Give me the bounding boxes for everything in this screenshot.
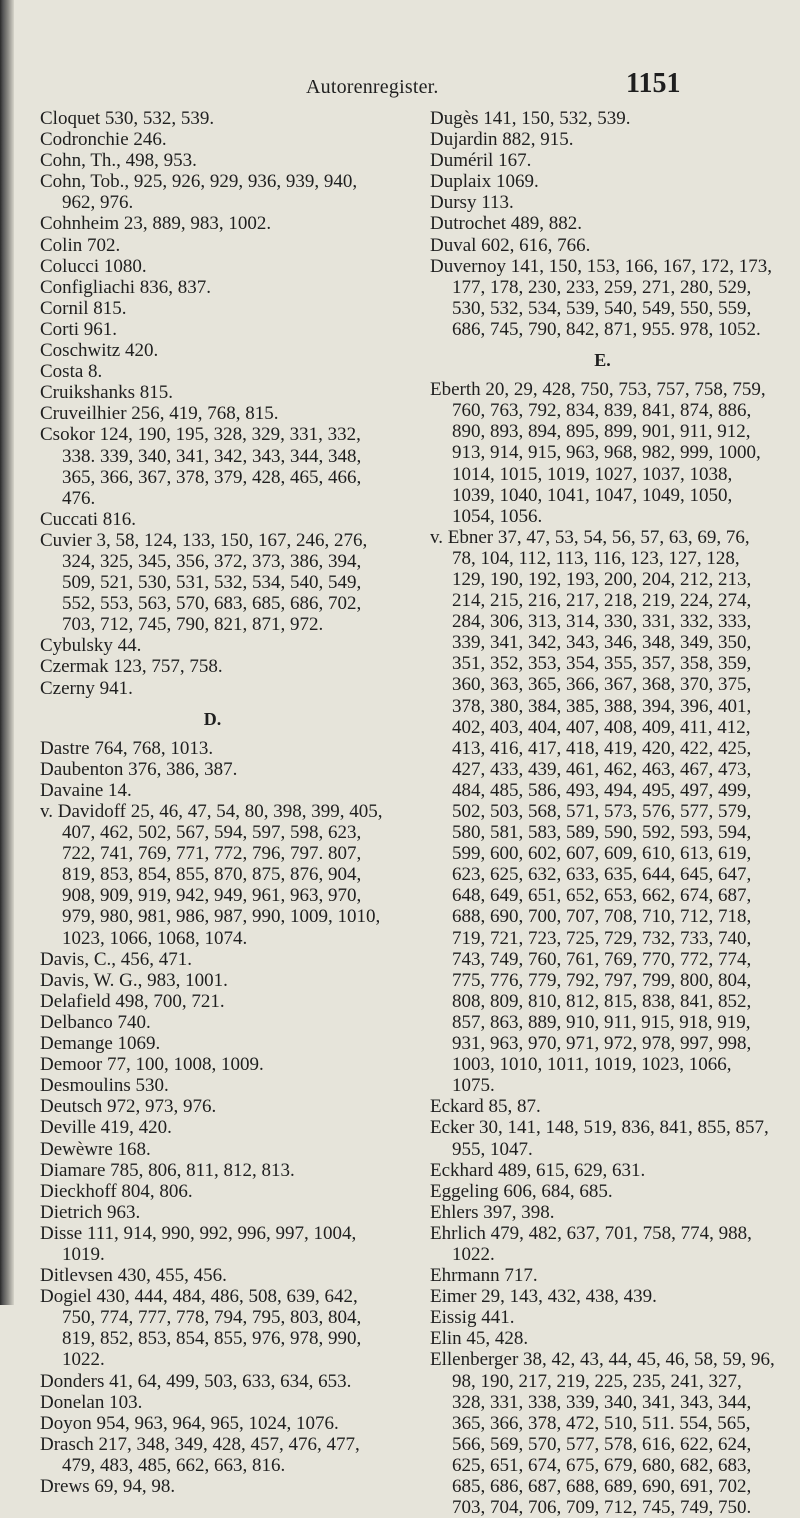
scan-binding-edge <box>0 0 14 1305</box>
index-entry: Ellenberger 38, 42, 43, 44, 45, 46, 58, 59, 96, 98, 190, 217, 219, 225, 235, 241, 327, 328, 331, 338, 339, 340, 341, 343, 344, 365, 366, 378, 472, 510, 511. 554, 565, 566, 569, 570, 577, 578, 616, 622, 624, 625, 651, 674, 675, 679, 680, 682, 683, 685, 686, 687, 688, 689, 690, 691, 702, 703, 704, 706, 709, 712, 745, 749, 750. <box>430 1349 775 1518</box>
index-entry: Cruikshanks 815. <box>40 382 173 404</box>
index-entry: Desmoulins 530. <box>40 1075 169 1097</box>
index-entry: Davaine 14. <box>40 779 132 801</box>
index-entry: Cloquet 530, 532, 539. <box>40 108 215 129</box>
index-entry: Czerny 941. <box>40 677 133 699</box>
index-entry: Deville 419, 420. <box>40 1117 172 1139</box>
index-entry: Ehrmann 717. <box>430 1265 538 1287</box>
index-entry: Ditlevsen 430, 455, 456. <box>40 1265 227 1287</box>
index-entry: v. Davidoff 25, 46, 47, 54, 80, 398, 399, 405, 407, 462, 502, 567, 594, 597, 598, 623, 722, 741, 769, 771, 772, 796, 797. 807, 819, 853, 854, 855, 870, 875, 876, 904, 908, 909, 919, 942, 949, 961, 963, 970, 979, 980, 981, 986, 987, 990, 1009, 1010, 1023, 1066, 1068, 1074. <box>40 801 383 949</box>
right-column <box>430 108 775 1518</box>
index-entry: Drews 69, 94, 98. <box>40 1476 176 1497</box>
index-entry: Eberth 20, 29, 428, 750, 753, 757, 758, 759, 760, 763, 792, 834, 839, 841, 874, 886, 890, 893, 894, 895, 899, 901, 911, 912, 913, 914, 915, 963, 968, 982, 999, 1000, 1014, 1015, 1019, 1027, 1037, 1038, 1039, 1040, 1041, 1047, 1049, 1050, 1054, 1056. <box>430 379 766 527</box>
index-entry: Dastre 764, 768, 1013. <box>40 737 214 759</box>
left-column <box>40 108 385 1497</box>
index-entry: Costa 8. <box>40 361 103 383</box>
index-entry: Colin 702. <box>40 234 121 256</box>
index-entry: Dietrich 963. <box>40 1201 141 1223</box>
index-entry: Configliachi 836, 837. <box>40 276 211 298</box>
index-entry: Deutsch 972, 973, 976. <box>40 1096 217 1118</box>
index-entry: Duval 602, 616, 766. <box>430 234 591 256</box>
index-entry: Demoor 77, 100, 1008, 1009. <box>40 1054 264 1076</box>
index-entry: Czermak 123, 757, 758. <box>40 656 223 678</box>
index-entry: Cruveilhier 256, 419, 768, 815. <box>40 403 279 425</box>
index-entry: Codronchie 246. <box>40 129 167 151</box>
index-entry: Dursy 113. <box>430 192 514 214</box>
index-entry: Daubenton 376, 386, 387. <box>40 758 238 780</box>
index-entry: Cohnheim 23, 889, 983, 1002. <box>40 213 272 235</box>
index-entry: Eimer 29, 143, 432, 438, 439. <box>430 1286 657 1308</box>
index-entry: Ehrlich 479, 482, 637, 701, 758, 774, 988, 1022. <box>430 1222 752 1265</box>
index-entry: Davis, W. G., 983, 1001. <box>40 969 228 991</box>
index-entry: Cornil 815. <box>40 297 127 319</box>
index-entry: Cohn, Tob., 925, 926, 929, 936, 939, 940, 962, 976. <box>40 171 358 214</box>
index-entry: Eckard 85, 87. <box>430 1096 541 1118</box>
index-entry: Eissig 441. <box>430 1307 515 1329</box>
index-entry: v. Ebner 37, 47, 53, 54, 56, 57, 63, 69, 76, 78, 104, 112, 113, 116, 123, 127, 128, 129, 190, 192, 193, 200, 204, 212, 213, 214, 215, 216, 217, 218, 219, 224, 274, 284, 306, 313, 314, 330, 331, 332, 333, 339, 341, 342, 343, 346, 348, 349, 350, 351, 352, 353, 354, 355, 357, 358, 359, 360, 363, 365, 366, 367, 368, 370, 375, 378, 380, 384, 385, 388, 394, 396, 401, 402, 403, 404, 407, 408, 409, 411, 412, 413, 416, 417, 418, 419, 420, 422, 425, 427, 433, 439, 461, 462, 463, 467, 473, 484, 485, 586, 493, 494, 495, 497, 499, 502, 503, 568, 571, 573, 576, 577, 579, 580, 581, 583, 589, 590, 592, 593, 594, 599, 600, 602, 607, 609, 610, 613, 619, 623, 625, 632, 633, 635, 644, 645, 647, 648, 649, 651, 652, 653, 662, 674, 687, 688, 690, 700, 707, 708, 710, 712, 718, 719, 721, 723, 725, 729, 732, 733, 740, 743, 749, 760, 761, 769, 770, 772, 774, 775, 776, 779, 792, 797, 799, 800, 804, 808, 809, 810, 812, 815, 838, 841, 852, 857, 863, 889, 910, 911, 915, 918, 919, 931, 963, 970, 971, 972, 978, 997, 998, 1003, 1010, 1011, 1019, 1023, 1066, 1075. <box>430 526 752 1097</box>
index-entry: Eckhard 489, 615, 629, 631. <box>430 1159 646 1181</box>
index-entry: Dogiel 430, 444, 484, 486, 508, 639, 642, 750, 774, 777, 778, 794, 795, 803, 804, 819, 852, 853, 854, 855, 976, 978, 990, 1022. <box>40 1286 362 1371</box>
section-letter-heading: E. <box>594 350 611 371</box>
index-entry: Duplaix 1069. <box>430 171 539 193</box>
index-entry: Colucci 1080. <box>40 255 147 277</box>
index-entry: Coschwitz 420. <box>40 340 159 362</box>
index-entry: Doyon 954, 963, 964, 965, 1024, 1076. <box>40 1412 339 1434</box>
running-header-title: Autorenregister. <box>306 76 439 98</box>
index-entry: Cuvier 3, 58, 124, 133, 150, 167, 246, 276, 324, 325, 345, 356, 372, 373, 386, 394, 509, 521, 530, 531, 532, 534, 540, 549, 552, 553, 563, 570, 683, 685, 686, 702, 703, 712, 745, 790, 821, 871, 972. <box>40 529 368 636</box>
index-entry: Delbanco 740. <box>40 1011 151 1033</box>
index-entry: Elin 45, 428. <box>430 1328 529 1350</box>
index-entry: Csokor 124, 190, 195, 328, 329, 331, 332, 338. 339, 340, 341, 342, 343, 344, 348, 365, 366, 367, 378, 379, 428, 465, 466, 476. <box>40 424 362 509</box>
index-entry: Donelan 103. <box>40 1391 143 1413</box>
index-entry: Duméril 167. <box>430 150 532 172</box>
index-entry: Cuccati 816. <box>40 508 137 530</box>
index-entry: Delafield 498, 700, 721. <box>40 990 225 1012</box>
index-entry: Duvernoy 141, 150, 153, 166, 167, 172, 173, 177, 178, 230, 233, 259, 271, 280, 529, 530, 532, 534, 539, 540, 549, 550, 559, 686, 745, 790, 842, 871, 955. 978, 1052. <box>430 255 772 340</box>
index-entry: Dieckhoff 804, 806. <box>40 1180 193 1202</box>
section-letter-heading: D. <box>203 708 222 729</box>
index-entry: Donders 41, 64, 499, 503, 633, 634, 653. <box>40 1370 352 1392</box>
index-entry: Cybulsky 44. <box>40 635 142 657</box>
index-entry: Davis, C., 456, 471. <box>40 948 192 970</box>
index-entry: Drasch 217, 348, 349, 428, 457, 476, 477, 479, 483, 485, 662, 663, 816. <box>40 1433 360 1476</box>
index-entry: Demange 1069. <box>40 1033 161 1055</box>
index-entry: Corti 961. <box>40 318 118 340</box>
index-entry: Dewèwre 168. <box>40 1138 151 1160</box>
index-entry: Dutrochet 489, 882. <box>430 213 582 235</box>
index-entry: Disse 111, 914, 990, 992, 996, 997, 1004, 1019. <box>40 1222 357 1265</box>
index-entry: Dugès 141, 150, 532, 539. <box>430 108 631 129</box>
index-entry: Diamare 785, 806, 811, 812, 813. <box>40 1159 295 1181</box>
index-entry: Ecker 30, 141, 148, 519, 836, 841, 855, 857, 955, 1047. <box>430 1117 769 1160</box>
index-entry: Dujardin 882, 915. <box>430 129 574 151</box>
page-number: 1151 <box>626 68 681 99</box>
index-entry: Eggeling 606, 684, 685. <box>430 1180 613 1202</box>
index-entry: Ehlers 397, 398. <box>430 1201 555 1223</box>
index-entry: Cohn, Th., 498, 953. <box>40 150 197 172</box>
